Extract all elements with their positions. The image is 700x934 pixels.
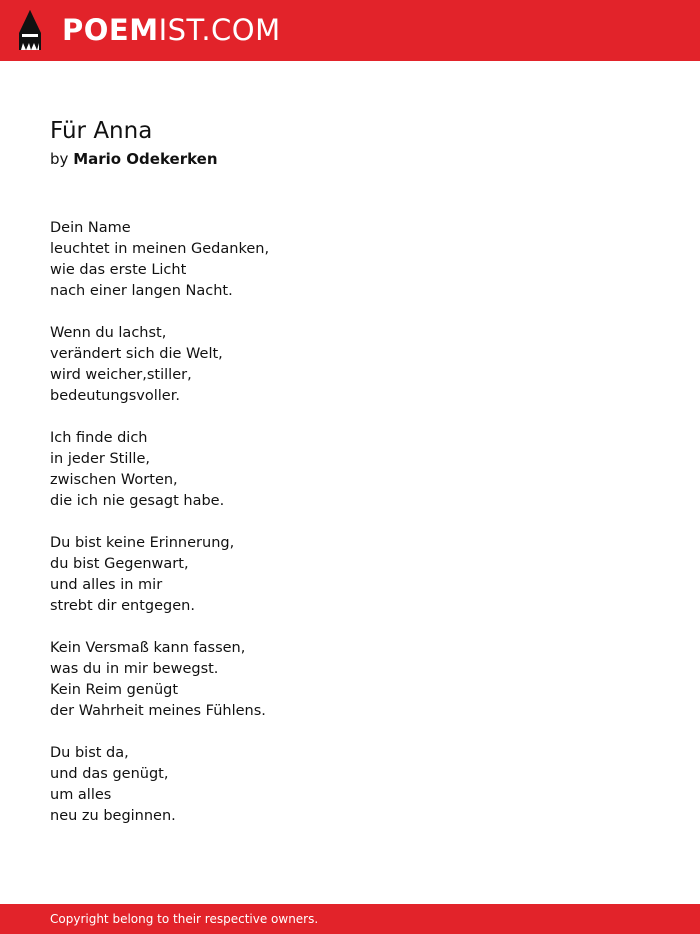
poem-stanza xyxy=(50,533,650,617)
by-label: by xyxy=(50,150,69,168)
poem-line: bedeutungsvoller. xyxy=(50,388,180,404)
logo-light-text: IST.COM xyxy=(158,13,281,47)
poem-line: um alles xyxy=(50,787,112,803)
poem-line: und alles in mir xyxy=(50,577,163,593)
poem-line: der Wahrheit meines Fühlens. xyxy=(50,703,266,719)
poem-line: Kein Reim genügt xyxy=(50,682,179,698)
poem-line: Ich finde dich xyxy=(50,430,148,446)
poem-title: Für Anna xyxy=(50,118,153,144)
poem-stanza xyxy=(50,323,650,407)
poem-stanza xyxy=(50,428,650,512)
poem-line: nach einer langen Nacht. xyxy=(50,283,233,299)
pencil-tip-icon[interactable] xyxy=(17,10,43,52)
poem-line: wird weicher,stiller, xyxy=(50,367,192,383)
site-header xyxy=(0,0,700,61)
byline xyxy=(50,148,218,170)
author-name: Mario Odekerken xyxy=(73,150,218,168)
copyright-text: Copyright belong to their respective owners. xyxy=(50,912,319,926)
logo-bold-text: POEM xyxy=(62,13,159,47)
poem-line: Du bist keine Erinnerung, xyxy=(50,535,235,551)
poem-line: was du in mir bewegst. xyxy=(50,661,219,677)
poem-line: Dein Name xyxy=(50,220,131,236)
poem-line: wie das erste Licht xyxy=(50,262,187,278)
site-footer xyxy=(0,904,700,934)
poem-line: Wenn du lachst, xyxy=(50,325,167,341)
poem-line: die ich nie gesagt habe. xyxy=(50,493,225,509)
poem-stanza xyxy=(50,743,650,827)
poem-line: in jeder Stille, xyxy=(50,451,150,467)
poem-line: du bist Gegenwart, xyxy=(50,556,189,572)
poem-line: Kein Versmaß kann fassen, xyxy=(50,640,246,656)
poem-line: und das genügt, xyxy=(50,766,169,782)
poem-line: neu zu beginnen. xyxy=(50,808,176,824)
poem-line: strebt dir entgegen. xyxy=(50,598,195,614)
poem-line: verändert sich die Welt, xyxy=(50,346,223,362)
poem-body xyxy=(50,218,650,848)
poem-stanza xyxy=(50,218,650,302)
poem-line: leuchtet in meinen Gedanken, xyxy=(50,241,270,257)
site-logo[interactable] xyxy=(62,10,281,50)
poem-line: Du bist da, xyxy=(50,745,129,761)
poem-stanza xyxy=(50,638,650,722)
poem-line: zwischen Worten, xyxy=(50,472,178,488)
